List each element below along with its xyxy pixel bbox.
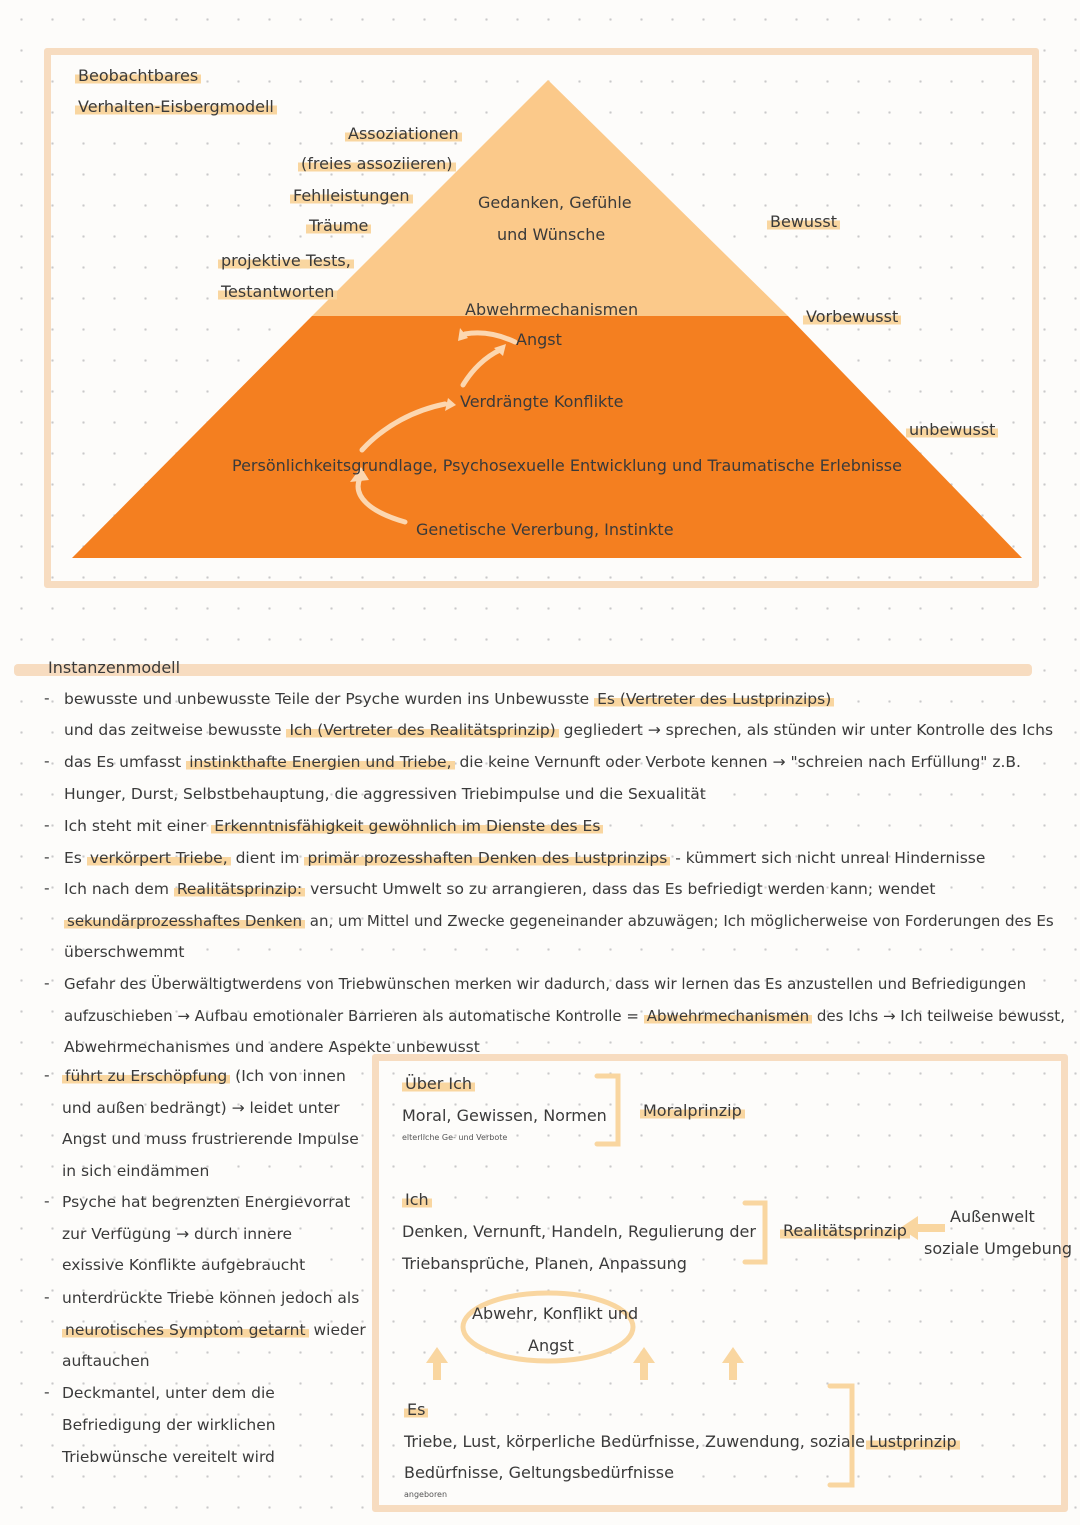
left-line-d3: Triebwünsche vereitelt wird [62,1448,275,1466]
arrow-es-up-3 [722,1347,744,1380]
layer-genetisch: Genetische Vererbung, Instinkte [416,520,674,539]
left-line-c2: neurotisches Symptom getarnt wieder [62,1320,366,1340]
ueber-ich-content: Moral, Gewissen, Normen [402,1106,607,1125]
left-line-a4: in sich eindämmen [62,1162,210,1180]
bullet-dash: - [44,1288,50,1306]
layer-gedanken-2: und Wünsche [497,225,606,244]
instanzen-line-10: Gefahr des Überwältigtwerdens von Triebwünschen merken wir dadurch, dass wir lernen das Es anzustellen und Befriedigungen [64,975,1027,993]
arrow-es-up-2 [633,1347,655,1380]
instanzen-line-1: bewusste und unbewusste Teile der Psyche wurden ins Unbewusste Es (Vertreter des Lustprinzips) [64,689,834,709]
bullet-dash: - [44,689,50,707]
layer-persoenlichkeit: Persönlichkeitsgrundlage, Psychosexuelle Entwicklung und Traumatische Erlebnisse [232,456,902,475]
bullet-dash: - [44,974,50,992]
left-line-d1: Deckmantel, unter dem die [62,1384,275,1402]
instanzen-line-5: Ich steht mit einer Erkenntnisfähigkeit gewöhnlich im Dienste des Es [64,816,603,836]
level-unbewusst: unbewusst [906,420,998,440]
left-line-a3: Angst und muss frustrierende Impulse [62,1130,359,1148]
lustprinzip-label: Lustprinzip [866,1432,960,1452]
arrow-es-up-1 [426,1347,448,1380]
es-heading: Es [404,1400,428,1420]
ich-content-1: Denken, Vernunft, Handeln, Regulierung der [402,1222,756,1241]
ueber-ich-note: elterliche Ge- und Verbote [402,1133,508,1142]
left-line-a2: und außen bedrängt) → leidet unter [62,1099,340,1117]
ich-content-2: Triebansprüche, Planen, Anpassung [402,1254,687,1273]
instanzen-line-3: das Es umfasst instinkthafte Energien und Triebe, die keine Vernunft oder Verbote kennen → "schreien nach Erfüllung" z.B. [64,753,1021,771]
instanzen-line-4: Hunger, Durst, Selbstbehauptung, die aggressiven Triebimpulse und die Sexualität [64,785,706,803]
left-line-b2: zur Verfügung → durch innere [62,1225,293,1243]
instanzen-title: Instanzenmodell [48,658,181,677]
left-line-a1: führt zu Erschöpfung (Ich von innen [62,1066,346,1086]
left-line-b3: exissive Konflikte aufgebraucht [62,1256,306,1274]
bullet-dash: - [44,879,50,897]
layer-verdraengte-konflikte: Verdrängte Konflikte [460,392,624,411]
konflikt-line-1: Abwehr, Konflikt und [472,1304,639,1323]
layer-gedanken-1: Gedanken, Gefühle [478,193,632,212]
es-note: angeboren [404,1490,448,1499]
level-vorbewusst: Vorbewusst [803,307,901,327]
aussenwelt-label: Außenwelt [950,1207,1035,1226]
iceberg-title-line2: Verhalten-Eisbergmodell [75,97,277,117]
left-line-d2: Befriedigung der wirklichen [62,1416,276,1434]
instanzen-line-9: überschwemmt [64,943,185,961]
moralprinzip-label: Moralprinzip [640,1101,745,1121]
layer-angst: Angst [516,330,562,349]
ich-heading: Ich [402,1190,432,1210]
layer-abwehr: Abwehrmechanismen [465,300,639,319]
left-line-b1: Psyche hat begrenzten Energievorrat [62,1193,351,1211]
bullet-dash: - [44,1192,50,1210]
method-free-assoc: (freies assoziieren) [298,154,456,174]
instanzen-line-12: Abwehrmechanismes und andere Aspekte unbewusst [64,1038,480,1056]
realitaetsprinzip-label: Realitätsprinzip [780,1221,910,1241]
soziale-umgebung-label: soziale Umgebung [924,1239,1073,1258]
bullet-dash: - [44,1383,50,1401]
method-fehlleistungen: Fehlleistungen [290,186,413,206]
instanzen-line-2: und das zeitweise bewusste Ich (Vertreter des Realitätsprinzip) gegliedert → sprechen, als stünden wir unter Kontrolle des Ichs [64,721,1054,739]
left-line-c3: auftauchen [62,1352,150,1370]
es-content-2: Bedürfnisse, Geltungsbedürfnisse [404,1463,674,1482]
method-testantworten: Testantworten [218,282,337,302]
method-traeume: Träume [306,216,371,236]
ueber-ich-heading: Über Ich [402,1074,475,1094]
method-projektive-tests: projektive Tests, [218,251,354,271]
instanzen-line-7: Ich nach dem Realitätsprinzip: versucht Umwelt so zu arrangieren, dass das Es befriedigt werden kann; wendet [64,880,936,898]
bullet-dash: - [44,752,50,770]
method-assoziationen: Assoziationen [345,124,462,144]
instanzen-line-11: aufzuschieben → Aufbau emotionaler Barrieren als automatische Kontrolle = Abwehrmechanismen des Ichs → Ich teilweise bewusst, [64,1007,1065,1025]
bullet-dash: - [44,1066,50,1084]
level-bewusst: Bewusst [767,212,840,232]
bullet-dash: - [44,816,50,834]
bullet-dash: - [44,848,50,866]
es-content-1: Triebe, Lust, körperliche Bedürfnisse, Zuwendung, soziale [404,1432,866,1451]
konflikt-line-2: Angst [528,1336,574,1355]
instanzen-line-8: sekundärprozesshaftes Denken an, um Mittel und Zwecke gegeneinander abzuwägen; Ich möglicherweise von Forderungen des Es [64,911,1054,931]
instanzen-line-6: Es verkörpert Triebe, dient im primär prozesshaften Denken des Lustprinzips - kümmert sich nicht unreal Hindernisse [64,849,986,867]
iceberg-title-line1: Beobachtbares [75,66,201,86]
left-line-c1: unterdrückte Triebe können jedoch als [62,1289,360,1307]
